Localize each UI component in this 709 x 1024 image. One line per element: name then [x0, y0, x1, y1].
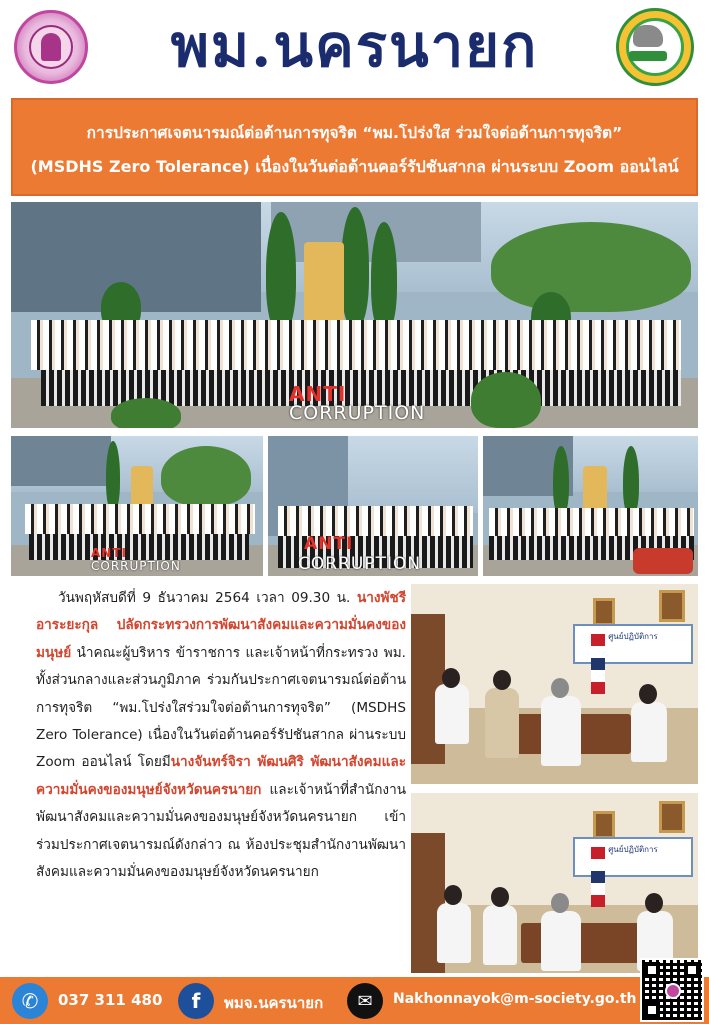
headline-line-2: (MSDHS Zero Tolerance) เนื่องในวันต่อต้านคอร์รัปชันสากล ผ่านระบบ Zoom ออนไลน์: [30, 157, 679, 176]
photo-monument: [583, 466, 607, 511]
nakhonnayok-elephant-logo-icon: [616, 8, 694, 86]
office-sign-text: ศูนย์ปฏิบัติการ: [608, 632, 658, 641]
ministry-seal-icon: [14, 10, 88, 84]
photo-anti-text: ANTI: [289, 382, 347, 406]
footer-phone[interactable]: 037 311 480: [58, 991, 163, 1009]
office-person-head: [491, 887, 509, 907]
footer-contact-bar: [0, 977, 709, 1024]
office-portrait-frame: [593, 811, 615, 839]
photo-tree: [341, 207, 369, 327]
photo-shrub: [633, 548, 693, 574]
photo-anti-text: ANTI: [91, 546, 127, 560]
article-date: วันพฤหัสบดีที่ 9 ธันวาคม 2564 เวลา 09.30 น.: [58, 590, 351, 606]
header: [0, 0, 709, 92]
office-flag: [591, 634, 605, 694]
footer-facebook[interactable]: พมจ.นครนายก: [224, 994, 324, 1012]
footer-email[interactable]: Nakhonnayok@m-society.go.th: [393, 991, 637, 1007]
photo-crowd-lower: [29, 534, 249, 560]
qr-corner: [684, 962, 700, 978]
photo-monument: [304, 242, 344, 322]
facebook-icon: f: [178, 983, 214, 1019]
office-person-head: [639, 684, 657, 704]
office-sign-text: ศูนย์ปฏิบัติการ: [608, 845, 658, 854]
office-person-head: [551, 678, 569, 698]
office-person-head: [493, 670, 511, 690]
photo-tree: [106, 441, 120, 511]
office-flag: [591, 847, 605, 907]
office-person-head: [444, 885, 462, 905]
mail-icon: ✉: [347, 983, 383, 1019]
photo-tree: [553, 446, 569, 516]
photo-crowd: [25, 504, 255, 534]
office-person: [483, 905, 517, 965]
article-person-1: นางพัชรี อาระยะกุล ปลัดกระทรวงการพัฒนาสังคมและความมั่นคงของมนุษย์: [36, 590, 406, 661]
article-body: [36, 585, 406, 886]
office-portrait-frame: [593, 598, 615, 626]
photo-tree: [266, 212, 296, 332]
seal-figure: [41, 33, 61, 61]
article-text-2: และเจ้าหน้าที่สำนักงานพัฒนาสังคมและความมั่นคงของมนุษย์จังหวัดนครนายก เข้าร่วมประกาศเจตนารมณ์ดังกล่าว ณ ห้องประชุมสำนักงานพัฒนาสังคมและความมั่นคงของมนุษย์จังหวัดนครนายก: [36, 781, 406, 881]
office-person-head: [645, 893, 663, 913]
group-photo-small-3: [483, 436, 698, 576]
main-group-photo: [11, 202, 698, 428]
photo-tree: [371, 222, 397, 332]
elephant-shape: [633, 25, 663, 47]
office-portrait-frame: [659, 801, 685, 833]
photo-corruption-text: CORRUPTION: [289, 402, 426, 424]
photo-monument: [131, 466, 153, 506]
photo-building: [11, 436, 111, 486]
office-person: [437, 903, 471, 963]
office-portrait-frame: [659, 590, 685, 622]
group-photo-small-1: [11, 436, 263, 576]
article-text-1: นำคณะผู้บริหาร ข้าราชการ และเจ้าหน้าที่กระทรวง พม. ทั้งส่วนกลางและส่วนภูมิภาค ร่วมกันประกาศเจตนารมณ์ต่อต้านการทุจริต “พม.โปร่งใสร่วมใจต่อต้านการทุจริต” (MSDHS Zero Tolerance) เนื่องในวันต่อต้านคอร์รัปชันสากล ผ่านระบบ Zoom ออนไลน์ โดยมี: [36, 644, 406, 771]
qr-corner: [644, 962, 660, 978]
photo-tree: [491, 222, 691, 312]
office-person: [541, 911, 581, 971]
headline-banner: [11, 98, 698, 196]
office-person: [541, 696, 581, 766]
qr-corner: [644, 1002, 660, 1018]
office-person: [631, 702, 667, 762]
photo-crowd: [31, 320, 681, 370]
photo-anti-text: ANTI: [304, 534, 354, 554]
group-photo-small-2: [268, 436, 478, 576]
office-photo-2: [411, 793, 698, 973]
office-person-head: [551, 893, 569, 913]
photo-tree: [161, 446, 251, 506]
photo-shrub: [111, 398, 181, 428]
photo-corruption-text: CORRUPTION: [91, 559, 181, 573]
logo-band: [629, 51, 667, 61]
qr-center-logo: [665, 983, 681, 999]
office-person-head: [442, 668, 460, 688]
photo-crowd: [489, 508, 694, 536]
page-title: พม.นครนายก: [170, 12, 539, 80]
office-person: [485, 688, 519, 758]
photo-tree: [623, 446, 639, 516]
office-table: [521, 923, 641, 963]
phone-icon: ✆: [12, 983, 48, 1019]
article-person-2: นางจันทร์จิรา พัฒนศิริ พัฒนาสังคมและความมั่นคงของมนุษย์จังหวัดนครนายก: [36, 754, 406, 798]
photo-crowd: [278, 506, 473, 536]
office-photo-1: [411, 584, 698, 784]
photo-shrub: [471, 372, 541, 428]
office-person: [435, 684, 469, 744]
photo-corruption-text: CORRUPTION: [298, 554, 422, 574]
headline-line-1: การประกาศเจตนารมณ์ต่อต้านการทุจริต “พม.โปร่งใส ร่วมใจต่อต้านการทุจริต”: [86, 124, 623, 142]
qr-code-icon[interactable]: [640, 958, 704, 1022]
